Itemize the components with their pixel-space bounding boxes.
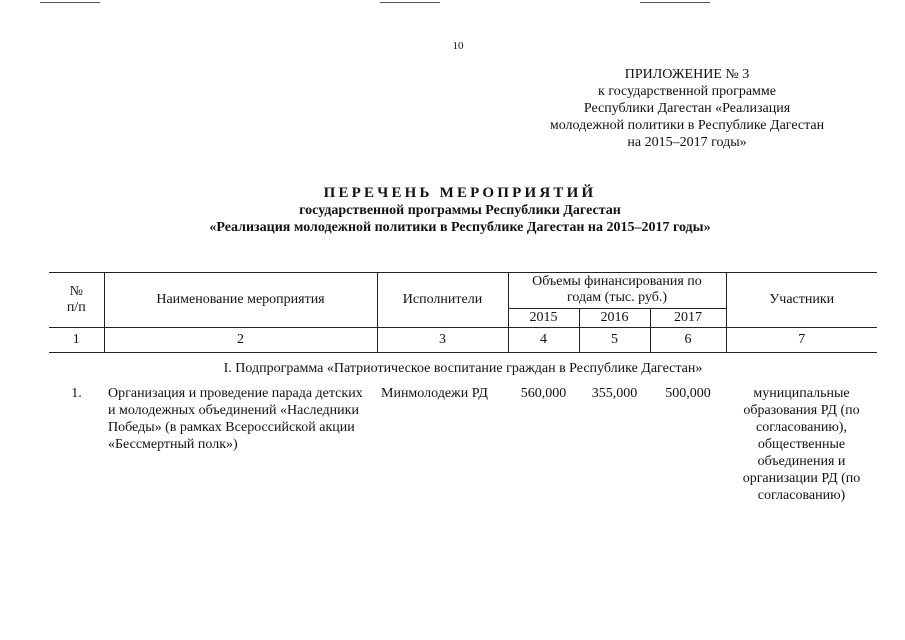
title-program-name: «Реализация молодежной политики в Республике Дагестан на 2015–2017 годы» (209, 220, 711, 235)
column-number: 4 (508, 328, 579, 353)
appendix-header (520, 66, 854, 151)
row-participants: муниципальные образования РД (по согласованию), общественные объединения и организации РД (по согласованию) (742, 386, 861, 503)
row-measure-name: Организация и проведение парада детских и молодежных объединений «Наследники Победы» (в рамках Всероссийской акции «Бессмертный полк») (108, 386, 363, 452)
appendix-line: на 2015–2017 годы» (627, 135, 747, 150)
row-value-2016: 355,000 (591, 386, 638, 401)
header-funding: Объемы финансирования по годам (тыс. руб.) (508, 273, 726, 309)
section-row (49, 353, 877, 386)
header-year-2016: 2016 (579, 308, 650, 327)
title-subtitle: государственной программы Республики Дагестан (299, 203, 621, 218)
appendix-line: ПРИЛОЖЕНИЕ № 3 (624, 67, 750, 82)
header-executors: Исполнители (377, 273, 508, 328)
scan-artifact-top-right (640, 2, 710, 3)
column-number: 7 (726, 328, 877, 353)
header-participants: Участники (726, 273, 877, 328)
header-year-2017: 2017 (650, 308, 726, 327)
row-executor: Минмолодежи РД (381, 386, 488, 401)
column-number: 5 (579, 328, 650, 353)
column-number: 2 (104, 328, 377, 353)
scan-artifact-top-left (40, 2, 100, 3)
section-title: I. Подпрограмма «Патриотическое воспитание граждан в Республике Дагестан» (223, 361, 703, 376)
header-num: № п/п (49, 273, 104, 328)
column-numbers-row (49, 328, 877, 353)
document-title (140, 184, 780, 236)
header-year-2015: 2015 (508, 308, 579, 327)
row-value-2017: 500,000 (665, 386, 711, 401)
column-number: 6 (650, 328, 726, 353)
appendix-line: к государственной программе (598, 84, 776, 99)
appendix-line: Республики Дагестан «Реализация (583, 101, 791, 116)
page-number: 10 (452, 40, 464, 52)
column-number: 3 (377, 328, 508, 353)
header-name: Наименование мероприятия (104, 273, 377, 328)
row-value-2015: 560,000 (520, 386, 567, 401)
appendix-line: молодежной политики в Республике Дагестан (549, 118, 825, 133)
table-row (49, 385, 877, 504)
scan-artifact-top-mid (380, 2, 440, 3)
measures-table (49, 272, 877, 504)
row-num: 1. (71, 386, 82, 401)
title-main: ПЕРЕЧЕНЬ МЕРОПРИЯТИЙ (323, 185, 597, 201)
column-number: 1 (49, 328, 104, 353)
